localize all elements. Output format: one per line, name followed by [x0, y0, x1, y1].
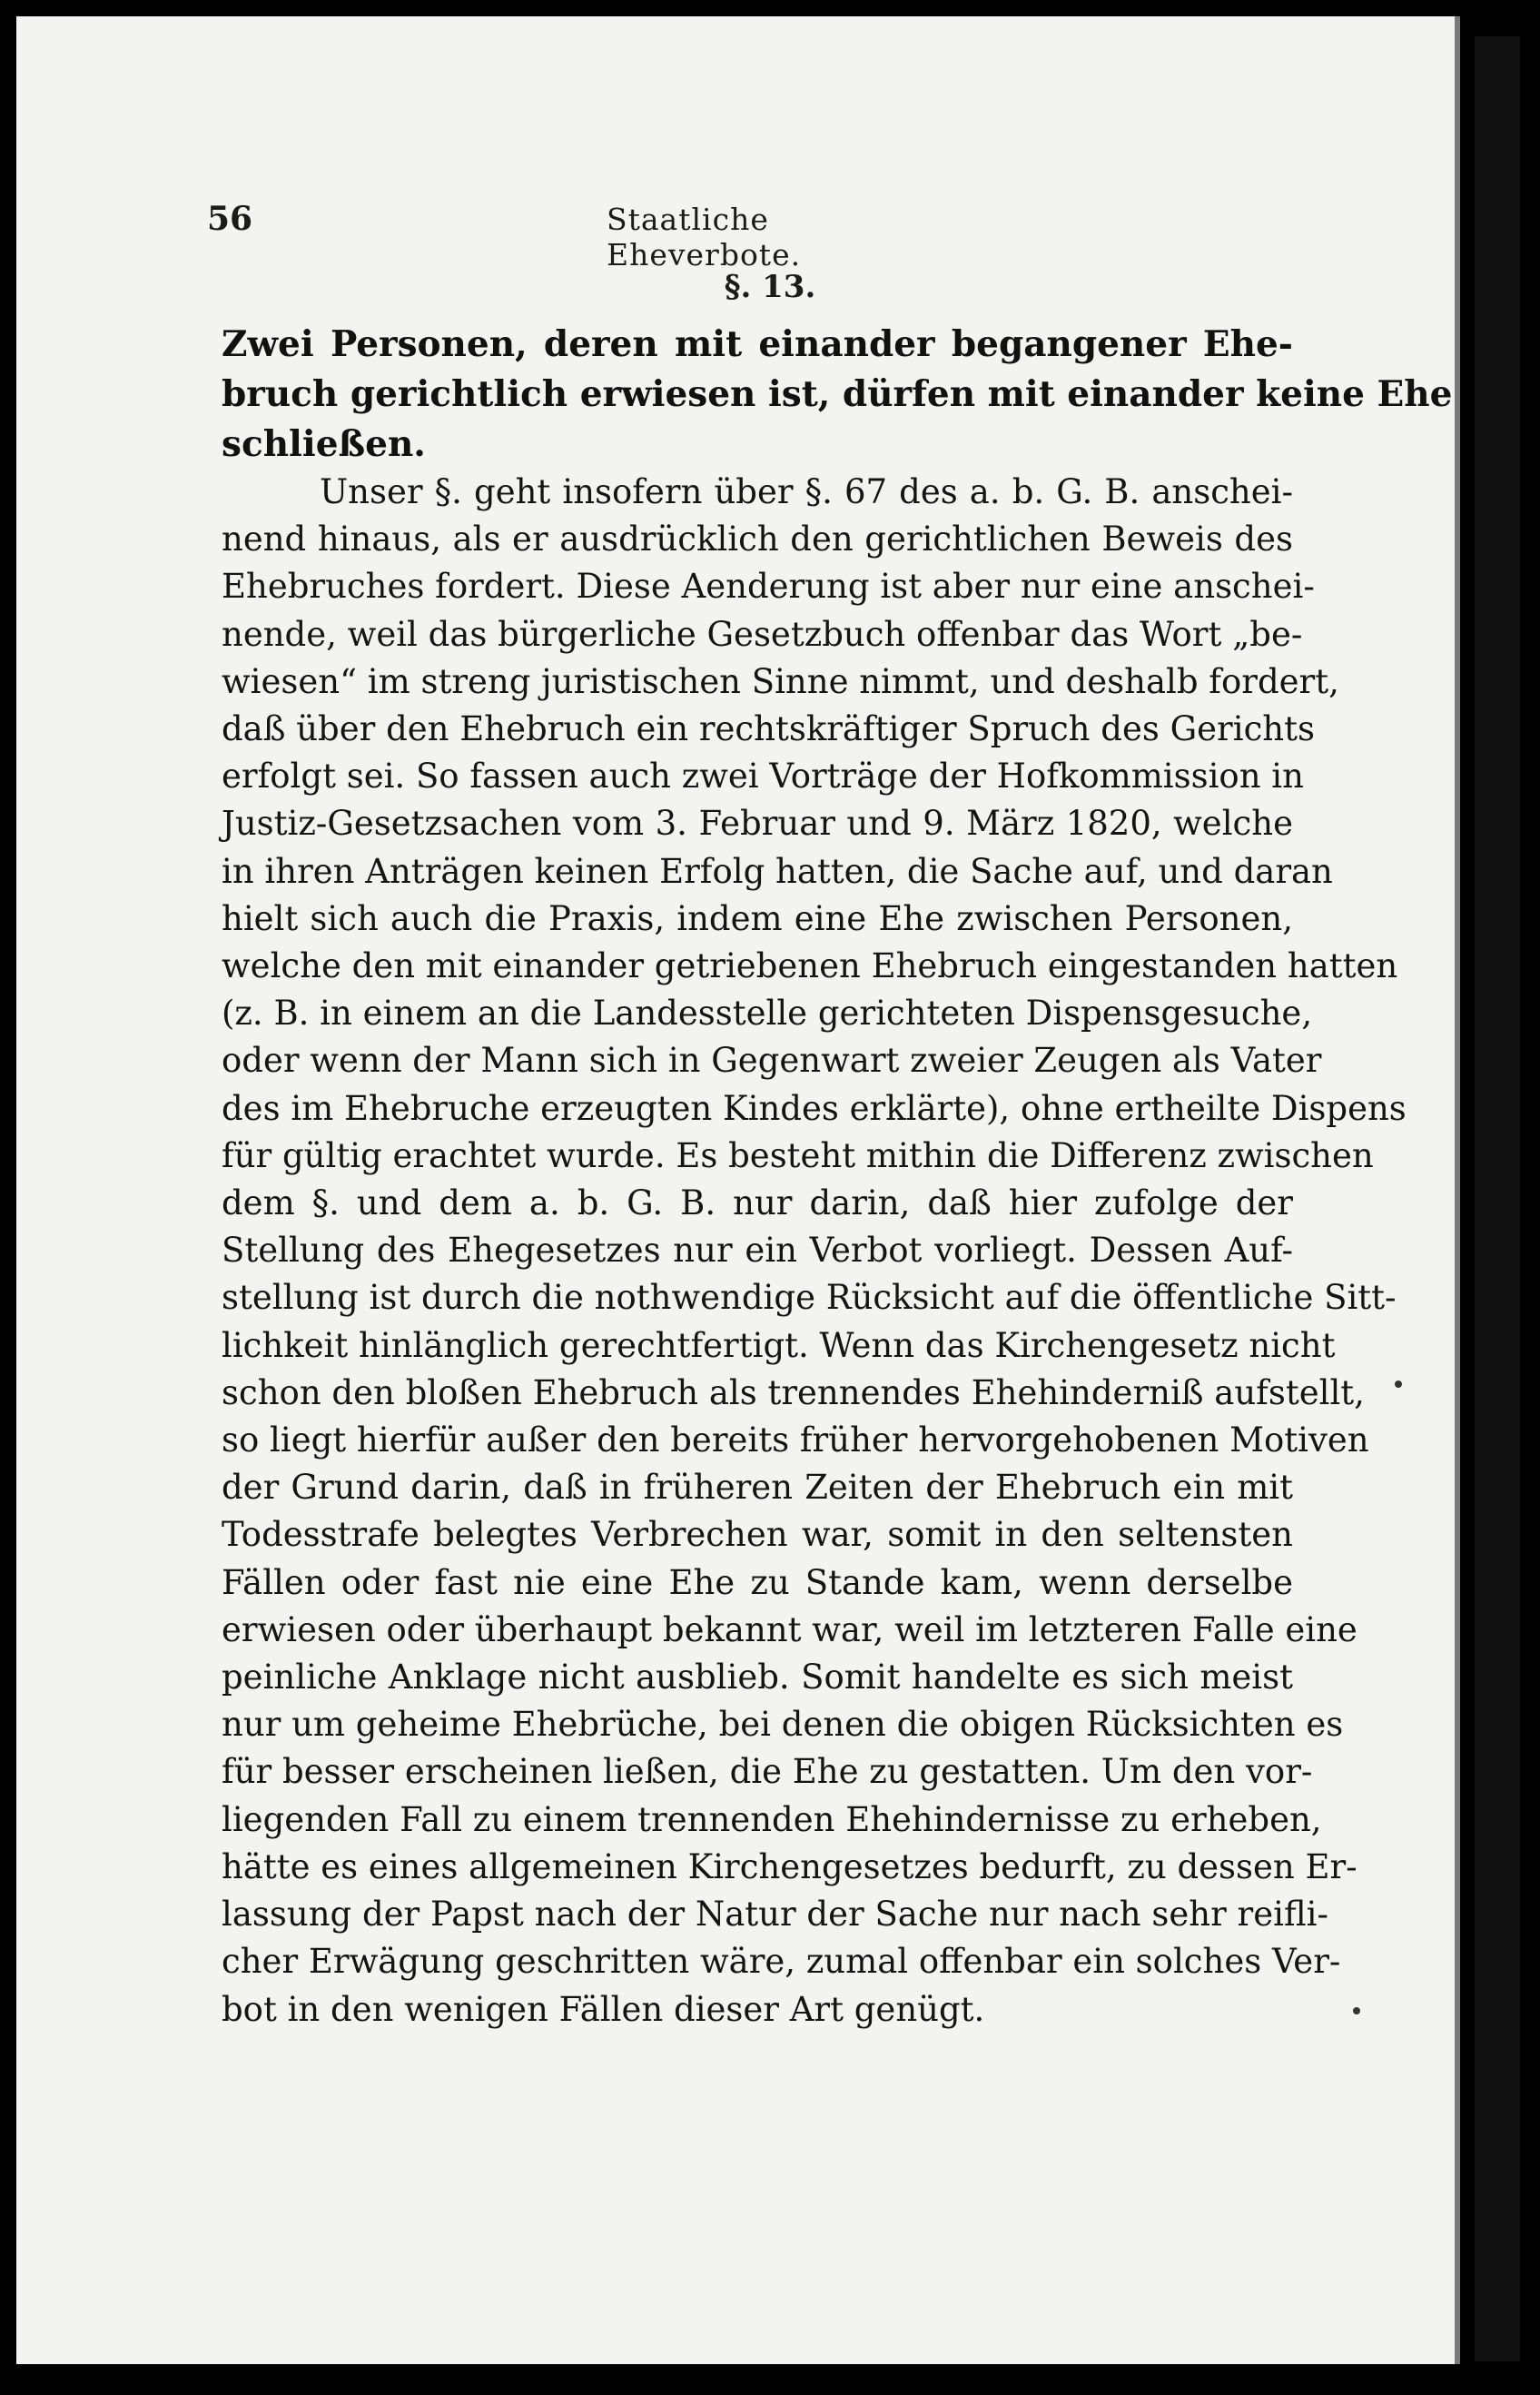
running-head-title: Staatliche Eheverbote. [607, 202, 802, 272]
body-line: schon den bloßen Ehebruch als trennendes Ehehinderniß aufstellt, [222, 1372, 1365, 1412]
body-line: nur um geheime Ehebrüche, bei denen die obigen Rücksichten es [222, 1705, 1344, 1745]
body-line: Stellung des Ehegesetzes nur ein Verbot vorliegt. Dessen Auf- [222, 1231, 1293, 1271]
body-line: nende, weil das bürgerliche Gesetzbuch offenbar das Wort „be- [222, 614, 1303, 654]
page-number: 56 [207, 200, 253, 238]
body-line: Justiz-Gesetzsachen vom 3. Februar und 9. März 1820, welche [222, 804, 1293, 844]
margin-speck [1353, 2007, 1360, 2014]
body-line: für besser erscheinen ließen, die Ehe zu gestatten. Um den vor- [222, 1752, 1313, 1792]
body-line: oder wenn der Mann sich in Gegenwart zweier Zeugen als Vater [222, 1041, 1322, 1081]
body-line: welche den mit einander getriebenen Ehebruch eingestanden hatten [222, 946, 1398, 986]
body-line: wiesen“ im streng juristischen Sinne nimmt, und deshalb fordert, [222, 661, 1339, 701]
body-line: der Grund darin, daß in früheren Zeiten der Ehebruch ein mit [222, 1468, 1293, 1508]
body-line: stellung ist durch die nothwendige Rücksicht auf die öffentliche Sitt- [222, 1278, 1397, 1318]
heading-line: Zwei Personen, deren mit einander begangener Ehe- [222, 323, 1293, 365]
section-number: §. 13. [724, 269, 816, 305]
body-line: für gültig erachtet wurde. Es besteht mithin die Differenz zwischen [222, 1135, 1374, 1175]
body-line: nend hinaus, als er ausdrücklich den gerichtlichen Beweis des [222, 520, 1293, 559]
body-line: liegenden Fall zu einem trennenden Ehehindernisse zu erheben, [222, 1799, 1322, 1839]
heading-line: bruch gerichtlich erwiesen ist, dürfen mit einander keine Ehe [222, 373, 1453, 415]
running-head [207, 200, 917, 272]
adjacent-page-edge [1475, 36, 1520, 2361]
body-line: lassung der Papst nach der Natur der Sache nur nach sehr reifli- [222, 1895, 1328, 1935]
body-line: peinliche Anklage nicht ausblieb. Somit handelte es sich meist [222, 1658, 1293, 1697]
body-line: hielt sich auch die Praxis, indem eine Ehe zwischen Personen, [222, 898, 1293, 938]
section-heading [222, 320, 1453, 470]
body-line: so liegt hierfür außer den bereits früher hervorgehobenen Motiven [222, 1420, 1369, 1460]
body-line: dem §. und dem a. b. G. B. nur darin, daß hier zufolge der [222, 1183, 1293, 1223]
body-line: (z. B. in einem an die Landesstelle gerichteten Dispensgesuche, [222, 994, 1313, 1034]
body-line: bot in den wenigen Fällen dieser Art genügt. [222, 1989, 985, 2029]
body-line: Fällen oder fast nie eine Ehe zu Stande kam, wenn derselbe [222, 1562, 1293, 1602]
body-text [222, 469, 1407, 2034]
body-line: Ehebruches fordert. Diese Aenderung ist aber nur eine anschei- [222, 567, 1315, 607]
body-line: Unser §. geht insofern über §. 67 des a. b. G. B. anschei- [320, 472, 1293, 511]
body-line: lichkeit hinlänglich gerechtfertigt. Wenn das Kirchengesetz nicht [222, 1325, 1336, 1365]
body-line: hätte es eines allgemeinen Kirchengesetzes bedurft, zu dessen Er- [222, 1846, 1357, 1886]
body-line: des im Ehebruche erzeugten Kindes erklärte), ohne ertheilte Dispens [222, 1088, 1407, 1128]
body-line: daß über den Ehebruch ein rechtskräftiger Spruch des Gerichts [222, 709, 1315, 749]
margin-speck [1395, 1381, 1402, 1388]
heading-line: schließen. [222, 423, 426, 465]
body-line: Todesstrafe belegtes Verbrechen war, somit in den seltensten [222, 1515, 1293, 1555]
body-line: in ihren Anträgen keinen Erfolg hatten, die Sache auf, und daran [222, 851, 1333, 891]
body-line: erfolgt sei. So fassen auch zwei Vorträge der Hofkommission in [222, 757, 1304, 797]
body-line: erwiesen oder überhaupt bekannt war, weil im letzteren Falle eine [222, 1609, 1357, 1649]
body-line: cher Erwägung geschritten wäre, zumal offenbar ein solches Ver- [222, 1942, 1341, 1982]
